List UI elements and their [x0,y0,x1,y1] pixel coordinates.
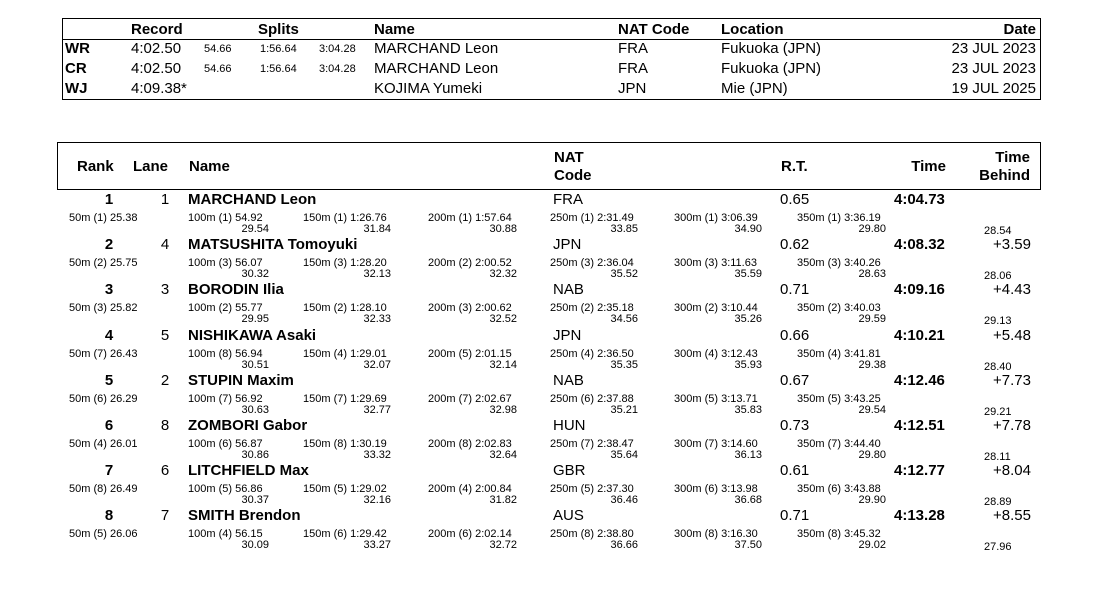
split-300m: 300m (5) 3:13.71 [674,392,758,405]
record-date: 23 JUL 2023 [951,40,1036,57]
split-200m: 200m (1) 1:57.64 [428,212,512,224]
rank: 3 [104,281,114,299]
lap-300m: 34.90 [734,223,762,235]
records-header-nat: NAT Code [618,21,690,38]
lap-350m: 29.59 [858,313,886,326]
athlete-name: BORODIN Ilia [188,281,284,299]
final-time: 4:12.51 [894,417,945,434]
split-200m: 200m (7) 2:02.67 [428,392,512,405]
split-350m: 350m (5) 3:43.25 [797,392,881,405]
lap-100m: 30.09 [241,539,269,552]
records-header-location: Location [721,21,784,38]
record-split-1: 54.66 [204,63,232,75]
split-150m: 150m (5) 1:29.02 [303,483,387,496]
lap-250m: 33.85 [610,223,638,235]
lap-350m: 29.02 [858,539,886,552]
header-nat: NAT [554,149,584,166]
split-100m: 100m (1) 54.92 [188,212,263,224]
result-row [0,507,1100,552]
result-row [0,327,1100,372]
athlete-name: NISHIKAWA Asaki [188,326,317,344]
lap-300m: 36.13 [734,449,762,461]
reaction-time: 0.67 [780,371,810,389]
split-250m: 250m (2) 2:35.18 [550,302,634,315]
split-300m: 300m (8) 3:16.30 [674,528,758,541]
split-350m: 350m (3) 3:40.26 [797,257,881,270]
reaction-time: 0.65 [780,191,810,208]
result-row [0,191,1100,236]
split-100m: 100m (2) 55.77 [188,302,263,315]
lap-250m: 34.56 [610,313,638,326]
records-header-row [63,19,1040,40]
split-100m: 100m (3) 56.07 [188,257,263,270]
result-row [0,236,1100,281]
lap-100m: 29.95 [241,313,269,326]
split-250m: 250m (5) 2:37.30 [550,483,634,496]
split-250m: 250m (4) 2:36.50 [550,347,634,360]
lap-200m: 32.52 [489,313,517,326]
lap-150m: 31.84 [363,223,391,235]
results-header [57,142,1041,190]
lane: 1 [160,191,170,208]
lap-400m: 28.54 [984,225,1012,237]
split-250m: 250m (8) 2:38.80 [550,528,634,541]
time-behind: +3.59 [993,236,1031,254]
time-behind: +7.78 [993,417,1031,434]
lane: 3 [160,281,170,299]
time-behind: +8.04 [993,462,1031,480]
lap-250m: 35.21 [610,403,638,416]
record-split-3: 3:04.28 [319,63,356,75]
record-split-1: 54.66 [204,43,232,55]
lap-150m: 32.16 [363,494,391,507]
time-behind: +4.43 [993,281,1031,299]
lap-200m: 32.32 [489,268,517,281]
reaction-time: 0.73 [780,417,810,434]
time-behind: +8.55 [993,507,1031,525]
lane: 7 [160,507,170,525]
lap-200m: 31.82 [489,494,517,507]
records-header-splits: Splits [258,21,299,38]
reaction-time: 0.71 [780,507,810,525]
nat-code: GBR [553,462,586,480]
lane: 6 [160,462,170,480]
lap-100m: 29.54 [241,223,269,235]
rank: 8 [104,507,114,525]
athlete-name: ZOMBORI Gabor [188,417,308,434]
lap-200m: 32.98 [489,403,517,416]
split-350m: 350m (2) 3:40.03 [797,302,881,315]
lap-300m: 36.68 [734,494,762,507]
lap-350m: 29.80 [858,223,886,235]
split-200m: 200m (3) 2:00.62 [428,302,512,315]
split-50m: 50m (6) 26.29 [69,392,138,405]
lap-400m: 28.89 [984,496,1012,509]
split-250m: 250m (3) 2:36.04 [550,257,634,270]
header-rank: Rank [77,158,114,175]
lap-100m: 30.37 [241,494,269,507]
split-350m: 350m (1) 3:36.19 [797,212,881,224]
lap-100m: 30.86 [241,449,269,461]
header-lane: Lane [133,158,169,175]
records-header-name: Name [374,21,415,38]
lap-300m: 35.26 [734,313,762,326]
records-header-record: Record [131,21,183,38]
split-300m: 300m (7) 3:14.60 [674,438,758,450]
lap-400m: 28.06 [984,270,1012,283]
rank: 7 [104,462,114,480]
split-150m: 150m (8) 1:30.19 [303,438,387,450]
record-date: 19 JUL 2025 [951,80,1036,97]
split-200m: 200m (8) 2:02.83 [428,438,512,450]
lap-250m: 36.66 [610,539,638,552]
rank: 2 [104,236,114,254]
final-time: 4:08.32 [894,236,945,254]
rank: 5 [104,371,114,389]
lap-300m: 35.59 [734,268,762,281]
lap-250m: 35.35 [610,358,638,371]
record-location: Mie (JPN) [721,80,788,97]
split-50m: 50m (3) 25.82 [69,302,138,315]
lap-150m: 32.07 [363,358,391,371]
record-name: MARCHAND Leon [374,40,499,57]
lap-250m: 35.64 [610,449,638,461]
header-rt: R.T. [781,158,808,175]
record-nat: FRA [618,60,648,77]
record-nat: FRA [618,40,648,57]
lap-250m: 35.52 [610,268,638,281]
final-time: 4:10.21 [894,326,945,344]
athlete-name: SMITH Brendon [188,507,301,525]
split-50m: 50m (4) 26.01 [69,438,138,450]
lap-150m: 33.27 [363,539,391,552]
split-50m: 50m (2) 25.75 [69,257,138,270]
lap-400m: 27.96 [984,541,1012,554]
lap-300m: 35.83 [734,403,762,416]
split-250m: 250m (6) 2:37.88 [550,392,634,405]
lap-200m: 32.14 [489,358,517,371]
nat-code: AUS [553,507,584,525]
lap-300m: 35.93 [734,358,762,371]
split-200m: 200m (6) 2:02.14 [428,528,512,541]
split-300m: 300m (4) 3:12.43 [674,347,758,360]
rank: 1 [104,191,114,208]
record-time: 4:02.50 [131,40,182,57]
header-code: Code [554,167,592,184]
athlete-name: MARCHAND Leon [188,191,317,208]
split-150m: 150m (1) 1:26.76 [303,212,387,224]
reaction-time: 0.66 [780,326,810,344]
lane: 8 [160,417,170,434]
record-code: WJ [65,80,88,97]
athlete-name: STUPIN Maxim [188,371,294,389]
split-50m: 50m (5) 26.06 [69,528,138,541]
split-50m: 50m (7) 26.43 [69,347,138,360]
record-split-3: 3:04.28 [319,43,356,55]
lap-350m: 29.80 [858,449,886,461]
nat-code: JPN [553,326,582,344]
split-200m: 200m (4) 2:00.84 [428,483,512,496]
time-behind: +5.48 [993,326,1031,344]
lap-350m: 28.63 [858,268,886,281]
lap-200m: 32.64 [489,449,517,461]
reaction-time: 0.61 [780,462,810,480]
split-200m: 200m (5) 2:01.15 [428,347,512,360]
lane: 4 [160,236,170,254]
nat-code: NAB [553,371,584,389]
result-row [0,281,1100,326]
split-150m: 150m (3) 1:28.20 [303,257,387,270]
athlete-name: MATSUSHITA Tomoyuki [188,236,358,254]
result-row [0,417,1100,462]
time-behind: +7.73 [993,371,1031,389]
split-250m: 250m (1) 2:31.49 [550,212,634,224]
athlete-name: LITCHFIELD Max [188,462,309,480]
record-split-2: 1:56.64 [260,43,297,55]
lap-350m: 29.38 [858,358,886,371]
lane: 5 [160,326,170,344]
split-100m: 100m (5) 56.86 [188,483,263,496]
nat-code: NAB [553,281,584,299]
split-100m: 100m (4) 56.15 [188,528,263,541]
record-split-2: 1:56.64 [260,63,297,75]
final-time: 4:09.16 [894,281,945,299]
lap-150m: 32.13 [363,268,391,281]
result-row [0,462,1100,507]
nat-code: HUN [553,417,586,434]
lap-400m: 28.11 [984,451,1011,463]
lap-100m: 30.51 [241,358,269,371]
record-code: WR [65,40,90,57]
split-350m: 350m (7) 3:44.40 [797,438,881,450]
split-50m: 50m (1) 25.38 [69,212,138,224]
record-time: 4:02.50 [131,60,182,77]
lap-100m: 30.63 [241,403,269,416]
header-time: Time [911,158,946,175]
lap-200m: 30.88 [489,223,517,235]
result-row [0,372,1100,417]
final-time: 4:13.28 [894,507,945,525]
rank: 6 [104,417,114,434]
nat-code: FRA [553,191,583,208]
record-name: MARCHAND Leon [374,60,499,77]
lap-250m: 36.46 [610,494,638,507]
lap-400m: 29.13 [984,315,1012,328]
record-code: CR [65,60,87,77]
record-location: Fukuoka (JPN) [721,40,822,57]
split-100m: 100m (6) 56.87 [188,438,263,450]
split-350m: 350m (6) 3:43.88 [797,483,881,496]
split-350m: 350m (8) 3:45.32 [797,528,881,541]
split-300m: 300m (1) 3:06.39 [674,212,758,224]
record-date: 23 JUL 2023 [951,60,1036,77]
final-time: 4:12.77 [894,462,945,480]
records-table [62,18,1041,100]
lap-150m: 32.77 [363,403,391,416]
lap-300m: 37.50 [734,539,762,552]
split-250m: 250m (7) 2:38.47 [550,438,634,450]
header-time-behind-2: Behind [979,167,1030,184]
reaction-time: 0.71 [780,281,810,299]
header-name: Name [189,158,230,175]
lap-100m: 30.32 [241,268,269,281]
lane: 2 [160,371,170,389]
split-150m: 150m (2) 1:28.10 [303,302,387,315]
lap-400m: 29.21 [984,405,1012,418]
lap-200m: 32.72 [489,539,517,552]
split-150m: 150m (4) 1:29.01 [303,347,387,360]
lap-350m: 29.90 [858,494,886,507]
lap-150m: 33.32 [363,449,391,461]
reaction-time: 0.62 [780,236,810,254]
final-time: 4:12.46 [894,371,945,389]
split-300m: 300m (6) 3:13.98 [674,483,758,496]
rank: 4 [104,326,114,344]
record-name: KOJIMA Yumeki [374,80,483,97]
nat-code: JPN [553,236,582,254]
split-150m: 150m (6) 1:29.42 [303,528,387,541]
final-time: 4:04.73 [894,191,945,208]
split-350m: 350m (4) 3:41.81 [797,347,881,360]
lap-150m: 32.33 [363,313,391,326]
records-header-date: Date [1003,21,1036,38]
record-time: 4:09.38* [131,80,187,97]
header-time-behind-1: Time [995,149,1030,166]
split-300m: 300m (2) 3:10.44 [674,302,758,315]
record-location: Fukuoka (JPN) [721,60,822,77]
split-300m: 300m (3) 3:11.63 [674,257,757,270]
split-100m: 100m (8) 56.94 [188,347,263,360]
split-150m: 150m (7) 1:29.69 [303,392,387,405]
lap-350m: 29.54 [858,403,886,416]
record-nat: JPN [618,80,647,97]
lap-400m: 28.40 [984,360,1012,373]
split-200m: 200m (2) 2:00.52 [428,257,512,270]
split-50m: 50m (8) 26.49 [69,483,138,496]
split-100m: 100m (7) 56.92 [188,392,263,405]
